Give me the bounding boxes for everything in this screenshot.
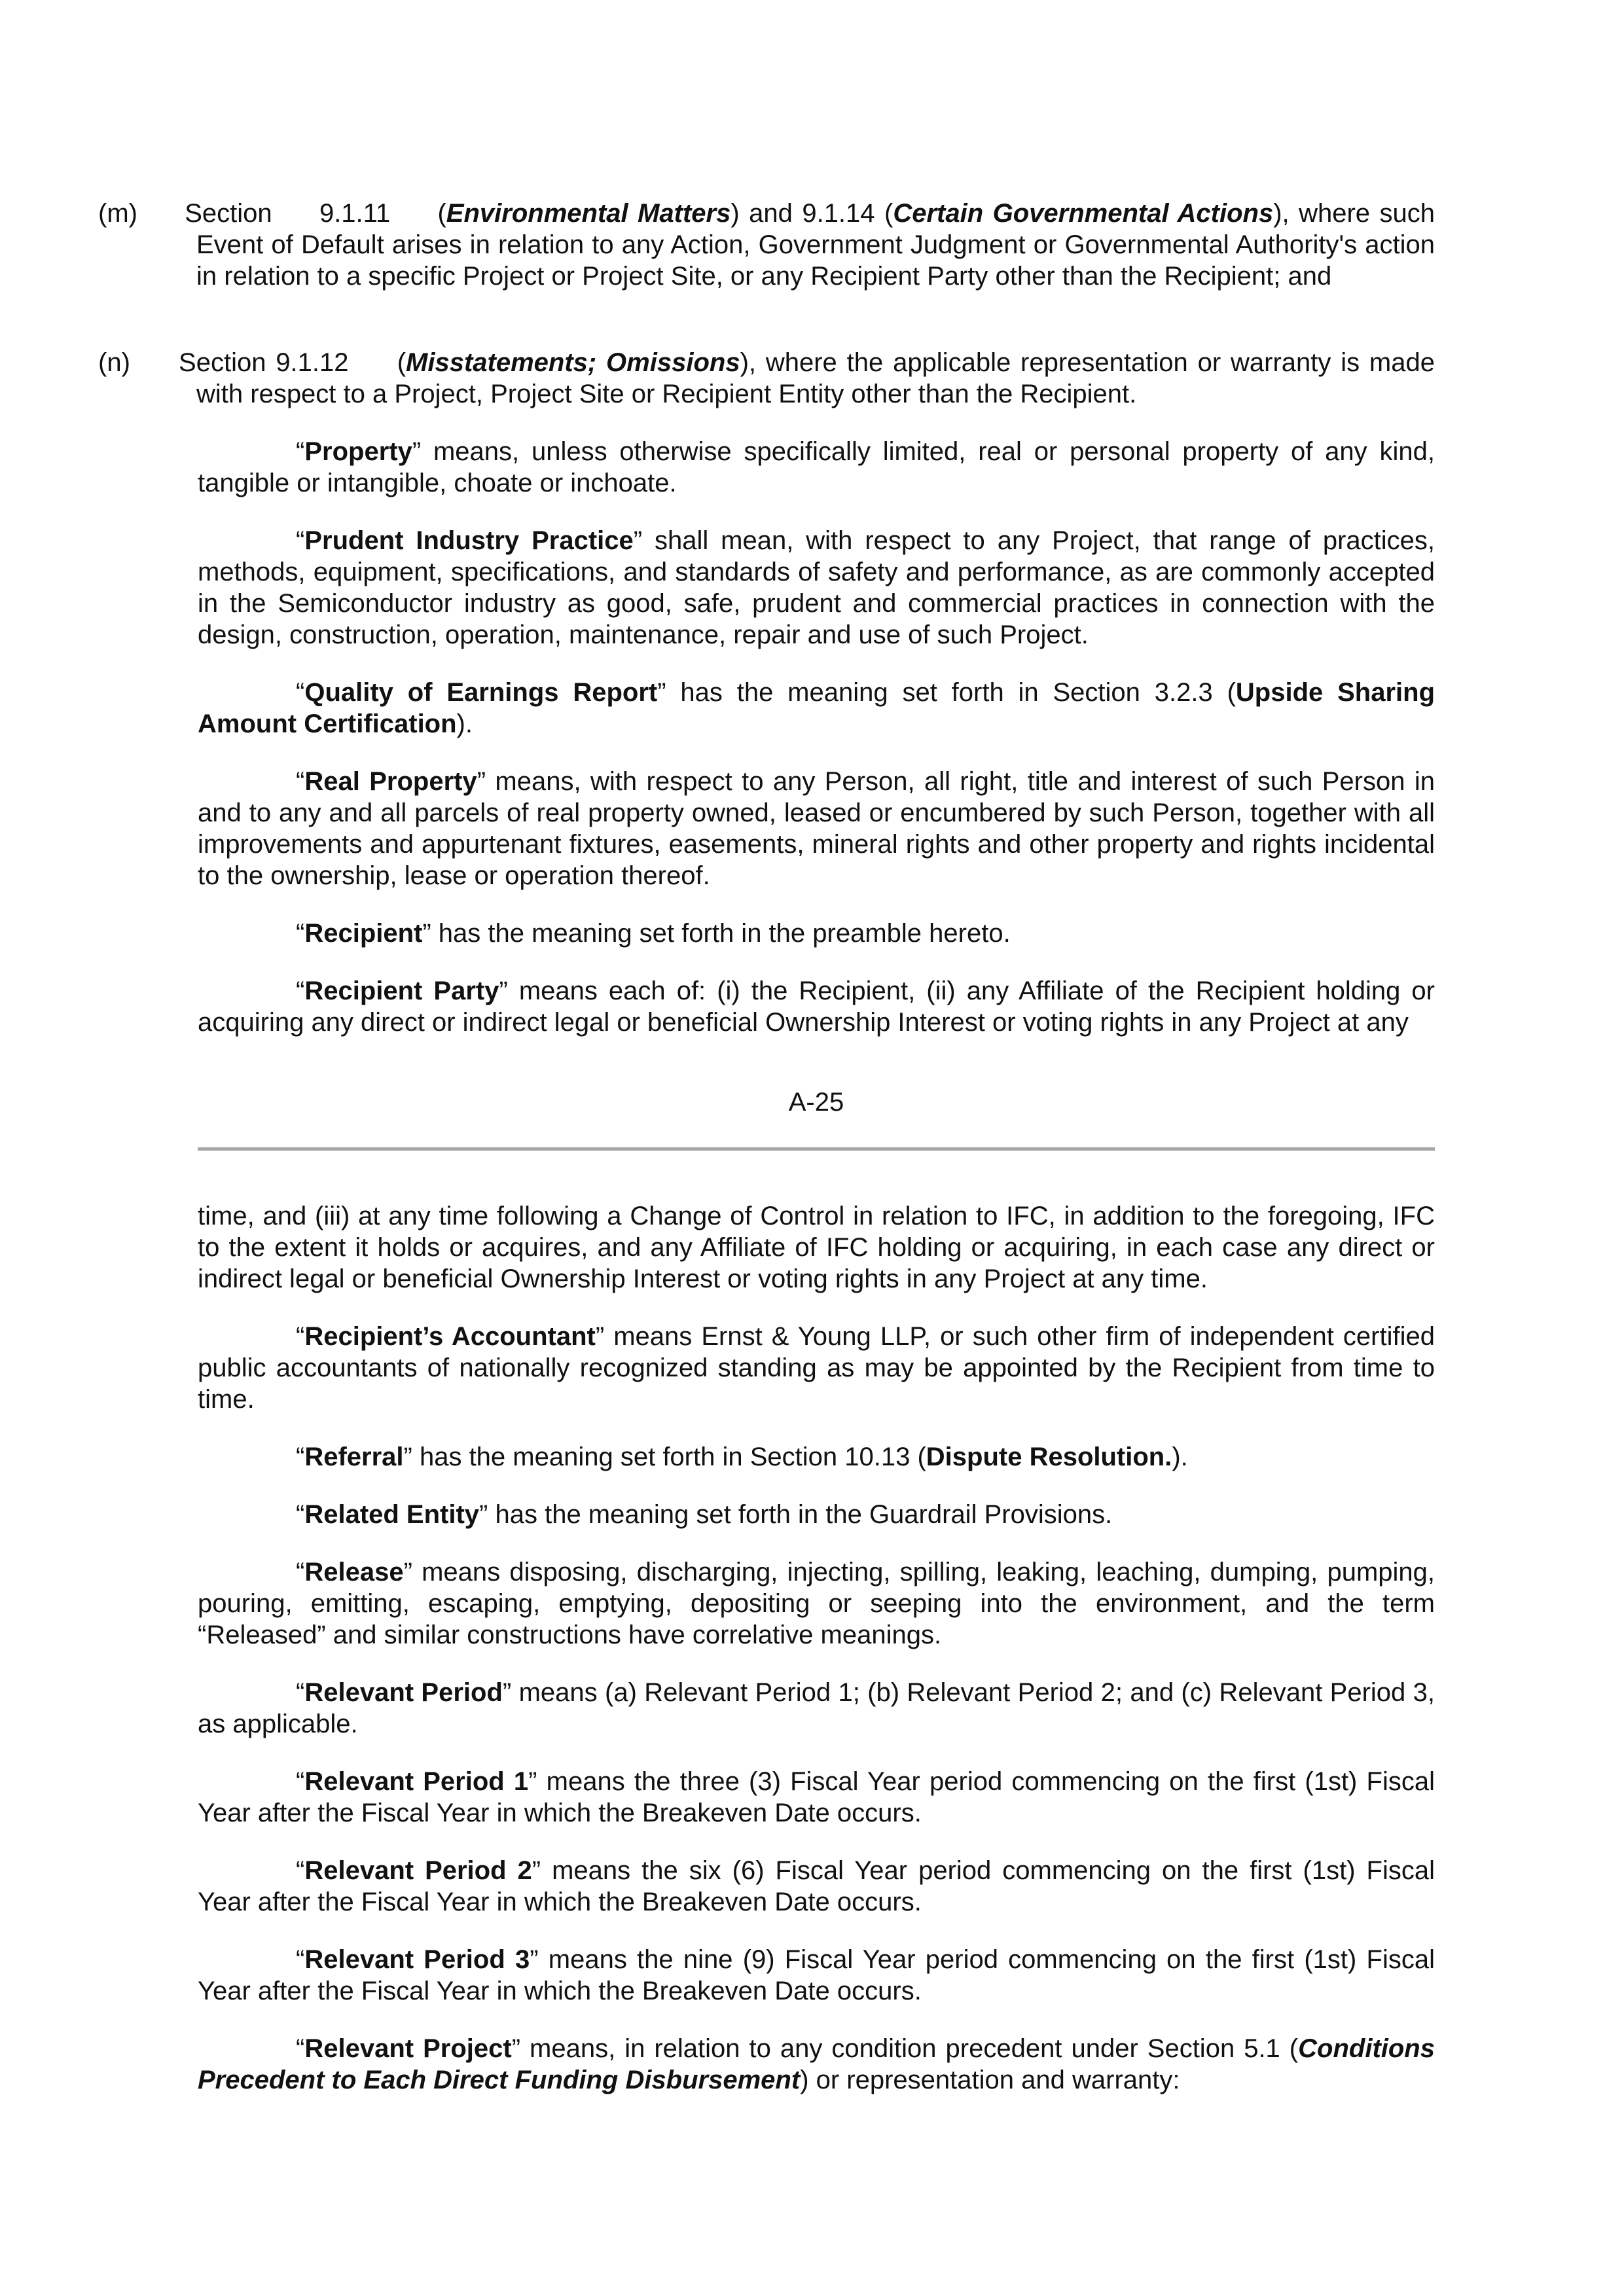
defined-term: Prudent Industry Practice [304, 526, 634, 555]
definition-recipients-accountant: “Recipient’s Accountant” means Ernst & Young LLP, or such other firm of independent certified public accountants of nationally recognized standing as may be appointed by the Recipient from time to time. [198, 1322, 1435, 1414]
list-item-n-text: (n) Section 9.1.12 (Misstatements; Omissions), where the applicable representation or warranty is made with respect to a Project, Project Site or Recipient Entity other than the Recipient. [98, 348, 1435, 408]
defined-term: Release [304, 1558, 404, 1587]
recipient-party-continuation: time, and (iii) at any time following a Change of Control in relation to IFC, in addition to the foregoing, IFC to the extent it holds or acquires, and any Affiliate of IFC holding or acquiring, in each case any direct or indirect legal or beneficial Ownership Interest or voting rights in any Project at any time. [198, 1202, 1435, 1293]
definition-recipient: “Recipient” has the meaning set forth in the preamble hereto. [296, 919, 1011, 948]
list-item-m [98, 198, 1435, 292]
section-ref-certain-governmental-actions: Certain Governmental Actions [893, 199, 1274, 228]
section-ref-misstatements-omissions: Misstatements; Omissions [406, 348, 740, 377]
definition-relevant-period-2: “Relevant Period 2” means the six (6) Fiscal Year period commencing on the first (1st) Fiscal Year after the Fiscal Year in which the Breakeven Date occurs. [198, 1856, 1435, 1916]
definition-real-property: “Real Property” means, with respect to any Person, all right, title and interest of such Person in and to any and all parcels of real property owned, leased or encumbered by such Person, together with all improvements and appurtenant fixtures, easements, mineral rights and other property and rights incidental to the ownership, lease or operation thereof. [198, 767, 1435, 890]
definition-release: “Release” means disposing, discharging, injecting, spilling, leaking, leaching, dumping, pumping, pouring, emitting, escaping, emptying, depositing or seeping into the environment, and the term “Released” and similar constructions have correlative meanings. [198, 1558, 1435, 1649]
definition-property: “Property” means, unless otherwise specifically limited, real or personal property of any kind, tangible or intangible, choate or inchoate. [198, 437, 1435, 497]
defined-term: Referral [304, 1443, 404, 1471]
defined-term: Relevant Period 1 [304, 1767, 529, 1796]
defined-term: Recipient’s Accountant [304, 1322, 596, 1351]
defined-term: Related Entity [304, 1500, 480, 1529]
section-ref-environmental-matters: Environmental Matters [446, 199, 731, 228]
defined-term: Relevant Period 2 [304, 1856, 532, 1885]
section-ref-conditions-precedent: Conditions Precedent to Each Direct Funding Disbursement [198, 2034, 1435, 2094]
defined-term: Recipient [304, 919, 423, 948]
section-ref-upside-sharing: Upside Sharing Amount Certification [198, 678, 1435, 738]
defined-term: Quality of Earnings Report [304, 678, 658, 707]
page-separator [198, 1147, 1435, 1151]
definition-relevant-period: “Relevant Period” means (a) Relevant Period 1; (b) Relevant Period 2; and (c) Relevant Period 3, as applicable. [198, 1678, 1435, 1738]
definition-prudent-industry-practice: “Prudent Industry Practice” shall mean, with respect to any Project, that range of practices, methods, equipment, specifications, and standards of safety and performance, as are commonly accepted in the Semiconductor industry as good, safe, prudent and commercial practices in connection with the design, construction, operation, maintenance, repair and use of such Project. [198, 526, 1435, 649]
definition-referral: “Referral” has the meaning set forth in Section 10.13 (Dispute Resolution.). [296, 1443, 1188, 1471]
definition-recipient-party: “Recipient Party” means each of: (i) the Recipient, (ii) any Affiliate of the Recipient holding or acquiring any direct or indirect legal or beneficial Ownership Interest or voting rights in any Project at any [198, 977, 1435, 1037]
page-number: A-25 [788, 1088, 844, 1117]
list-item-m-text: (m) Section 9.1.11 (Environmental Matters) and 9.1.14 (Certain Governmental Actions), where such Event of Default arises in relation to any Action, Government Judgment or Governmental Authority's action in relation to a specific Project or Project Site, or any Recipient Party other than the Recipient; and [98, 199, 1435, 291]
list-item-n [98, 347, 1435, 410]
definition-relevant-period-3: “Relevant Period 3” means the nine (9) Fiscal Year period commencing on the first (1st) Fiscal Year after the Fiscal Year in which the Breakeven Date occurs. [198, 1945, 1435, 2005]
defined-term: Relevant Period 3 [304, 1945, 530, 1974]
defined-term: Property [304, 437, 412, 466]
definition-relevant-period-1: “Relevant Period 1” means the three (3) Fiscal Year period commencing on the first (1st) Fiscal Year after the Fiscal Year in which the Breakeven Date occurs. [198, 1767, 1435, 1827]
definition-related-entity: “Related Entity” has the meaning set forth in the Guardrail Provisions. [296, 1500, 1113, 1529]
section-ref-dispute-resolution: Dispute Resolution. [926, 1443, 1172, 1471]
definition-relevant-project: “Relevant Project” means, in relation to any condition precedent under Section 5.1 (Conditions Precedent to Each Direct Funding Disbursement) or representation and warranty: [198, 2034, 1435, 2094]
definition-quality-of-earnings-report: “Quality of Earnings Report” has the meaning set forth in Section 3.2.3 (Upside Sharing Amount Certification). [198, 678, 1435, 738]
defined-term: Relevant Period [304, 1678, 503, 1707]
defined-term: Real Property [304, 767, 477, 796]
defined-term: Relevant Project [304, 2034, 512, 2063]
defined-term: Recipient Party [304, 977, 499, 1005]
